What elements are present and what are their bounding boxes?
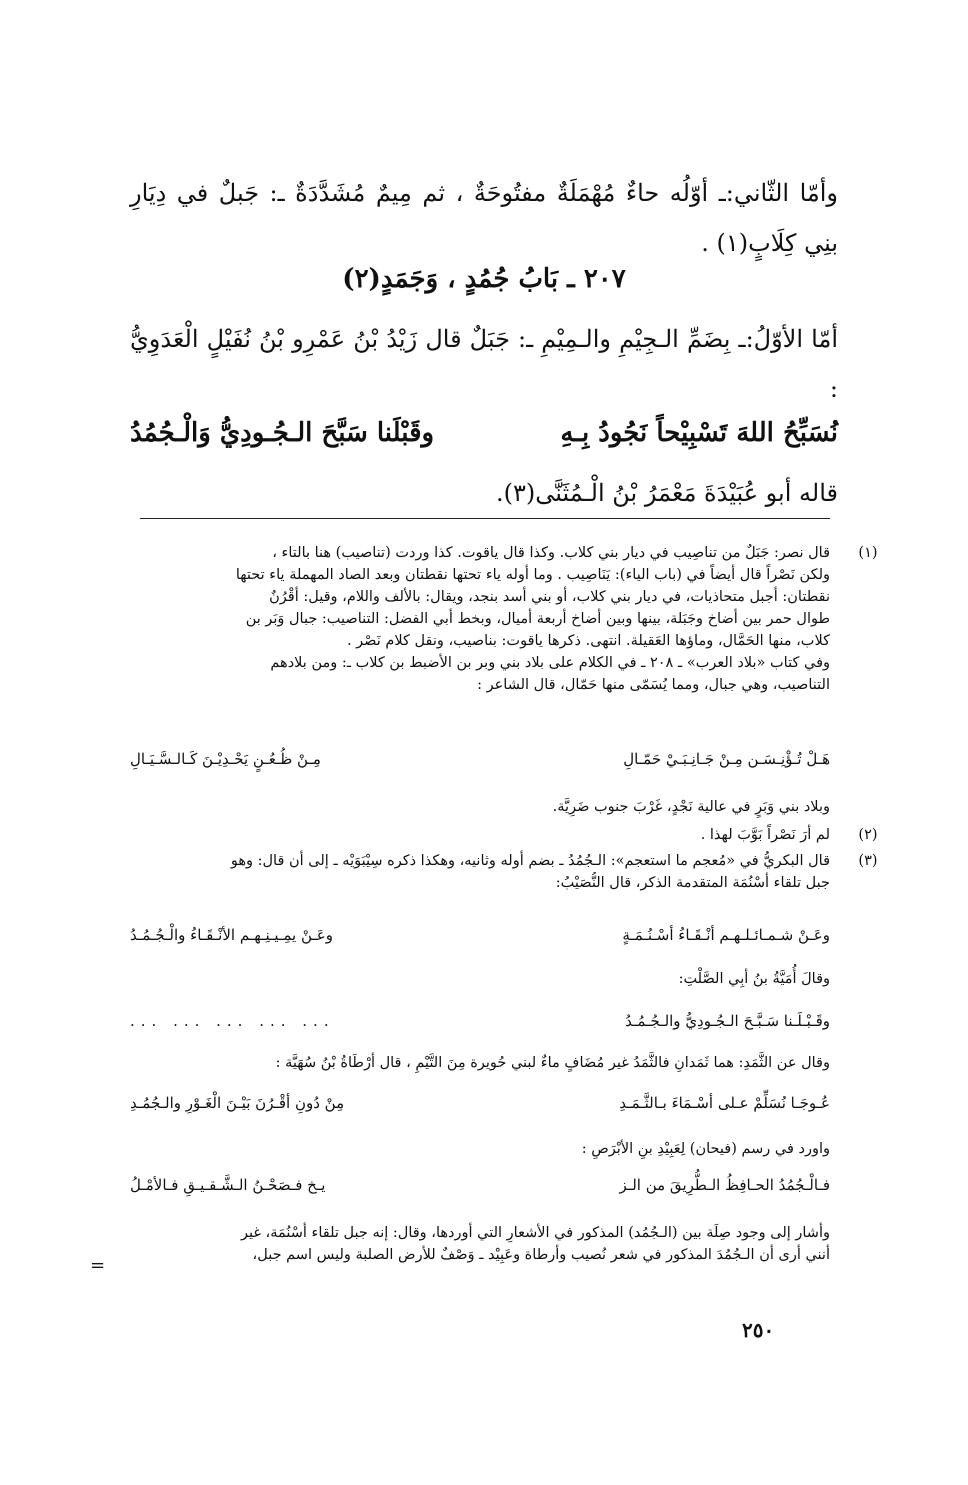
verse-first-hemistich: عُـوجَـا نُسَلِّمْ عـلى أسْـمَاءَ بـالثَّـمَـدِ	[619, 1094, 830, 1112]
verse-first-hemistich: هَـلْ تُـؤْنِـسَـن مِـنْ جَـانِـبَـيْ حَمّـالِ	[623, 750, 830, 768]
footnote-line: ولكن نَصْراً قال أيضاً في (باب الياء): يَنَاصِيب . وما أوله ياء تحتها نقطتان وبعد الصاد المهملة ياء تحتها	[235, 567, 830, 583]
verse-first-hemistich: وقَـبْـلَـنا سَـبَّـحَ الـجُـودِيُّ والـجُـمُـدُ	[625, 1012, 830, 1030]
footnote-number: (٣)	[858, 853, 878, 869]
footnote-line: وأشار إلى وجود صِلَة بين (الـجُمُد) المذكور في الأشعارِ التي أوردها، وقال: إنه جبل تلقاء أسْنُمَة، غير	[240, 1225, 830, 1241]
verse-second-hemistich: وقَبْلَنا سَبَّحَ الـجُـودِيُّ وَالْـجُمُدُ	[130, 418, 435, 448]
verse-first-hemistich: نُسَبِّحُ اللهَ تَسْبِيْحاً نَجُودُ بِـهِ	[560, 418, 838, 448]
footnote-number: (٢)	[858, 827, 878, 843]
footnote-line: قال نصر: جَبَلٌ من تناصِيب في ديار بني كلاب. وكذا قال ياقوت. كذا وردت (تناصيب) هنا بالتاء ،	[272, 545, 830, 561]
poem-verse	[130, 418, 838, 448]
footnote-3	[130, 850, 878, 894]
footnote-line: لم أرَ نَصْراً بَوَّبَ لهذا .	[700, 827, 830, 843]
verse-second-hemistich: مِنْ دُونِ أقْـرُنَ بَيْـنَ الْغَـوْرِ والـجُمُـدِ	[130, 1094, 345, 1112]
footnote-line: قال البكريُّ في «مُعجم ما استعجم»: الـجُمُدُ ـ بضم أوله وثانيه، وهكذا ذكره سِيْبَوَيْه ـ إلى أن قال: وهو	[230, 853, 830, 869]
footnote-line: وقال عن الثَّمَدِ: هما ثَمَدانِ فالثَّمَدُ غير مُضَافٍ ماءٌ لبني حُويرة مِنَ التَّيْمِ ، قال أرْطَاةُ بْنُ سُهَيَّة :	[275, 1055, 830, 1071]
footnote-verse	[130, 926, 830, 944]
footnote-line: نقطتان: أجبل متحاذيات، في ديار بني كلاب، أو بني أسد بنجد، ويقال: بالألف واللام، وقيل: أقْرُنٌ	[269, 589, 830, 605]
footnote-separator	[140, 518, 830, 519]
footnote-line: وفي كتاب «بلاد العرب» ـ ٢٠٨ ـ في الكلام على بلاد بني وبر بن الأضبط بن كلاب ـ: ومن بلادهم	[270, 655, 830, 671]
page-number: ٢٥٠	[742, 1318, 775, 1342]
footnote-verse	[130, 1012, 830, 1030]
footnote-verse	[130, 1176, 830, 1194]
footnote-3-continued	[130, 1222, 830, 1266]
continuation-mark: =	[90, 1255, 106, 1276]
verse-first-hemistich: وعَـنْ شـمـائـلـهـم أنْـقَـاءُ أسْـنُـمَـةٍ	[622, 926, 830, 944]
verse-second-hemistich: وعَـنْ يمِـيـنِـهـم الأنْـقَـاءُ والْـجُـمُـدُ	[130, 926, 333, 944]
verse-first-hemistich: فـالْـجُمُدُ الحـافِظُ الـطُّرِيقَ من الـز	[619, 1176, 830, 1194]
verse-ellipsis: ... ... ... ... ...	[130, 1012, 335, 1030]
footnote-line: كلاب، منها الحَمَّال، وماؤها العَقيلة. انتهى. ذكرها ياقوت: بناصيب، ونقل كلام نَصْر .	[346, 633, 830, 649]
footnote-verse	[130, 1094, 830, 1112]
verse-second-hemistich: يـخ فـصَحْـنُ الـشَّـقـيـقِ فـالأمْـلُ	[130, 1176, 326, 1194]
footnote-1	[130, 542, 878, 696]
footnote-line: وبلاد بني وَبَرٍ في عالية نَجْدٍ، غَرْبَ جنوب ضَرِيَّة.	[552, 799, 830, 815]
attribution-line: قاله أبو عُبَيْدَةَ مَعْمَرُ بْنُ الْـمُثَنَّى(٣).	[496, 479, 838, 507]
footnote-verse	[130, 750, 830, 768]
footnote-line: وقالَ أُمَيَّةُ بنُ أبِي الصَّلْتِ:	[678, 971, 830, 987]
footnote-line: التناصيب، وهي جبال، ومما يُسَمّى منها حَمّال، قال الشاعر :	[477, 677, 830, 693]
verse-second-hemistich: مِـنْ ظُـعُـنٍ يَحْـدِيْـنَ كَـالـسَّـيَـالِ	[130, 750, 321, 768]
footnote-2	[130, 824, 878, 846]
footnote-line: جبل تلقاء أسْنُمَة المتقدمة الذكر، قال النُّصَيْبُ:	[555, 875, 830, 891]
footnote-line: واورد في رسم (فيحان) لِعَبِيْدِ بنِ الأبْرَصِ :	[581, 1141, 830, 1157]
footnote-line: طوال حمر بين أضاخ وجَبَلة، بينها وبين أضاخ أربعة أميال، وبخط أبي الفضل: التناصيب: جبال وَبَر بن	[245, 611, 830, 627]
footnote-number: (١)	[858, 545, 878, 561]
footnote-line: أنني أرى أن الـجُمُدَ المذكور في شعر نُصيب وأرطاة وعَبِيْد ـ وَصْفٌ للأرض الصلبة وليس اسم جبل،	[252, 1247, 830, 1263]
paragraph-entry-2: وأمّا الثّاني:ـ أوّلُه حاءٌ مُهْمَلَةٌ مفتُوحَةٌ ، ثم مِيمٌ مُشَدَّدَةٌ ـ: جَبلٌ في دِيَارِ بنِي كِلَابٍ(١) .	[130, 179, 838, 257]
paragraph-entry-1: أمّا الأوّلُ:ـ بِضَمِّ الـجِيْمِ والـمِيْمِ ـ: جَبَلٌ قال زَيْدُ بْنُ عَمْرِو بْنُ نُفَيْلٍ الْعَدَوِيُّ :	[130, 325, 838, 403]
section-heading: ٢٠٧ ـ بَابُ جُمُدٍ ، وَجَمَدٍ(٢)	[342, 264, 626, 294]
